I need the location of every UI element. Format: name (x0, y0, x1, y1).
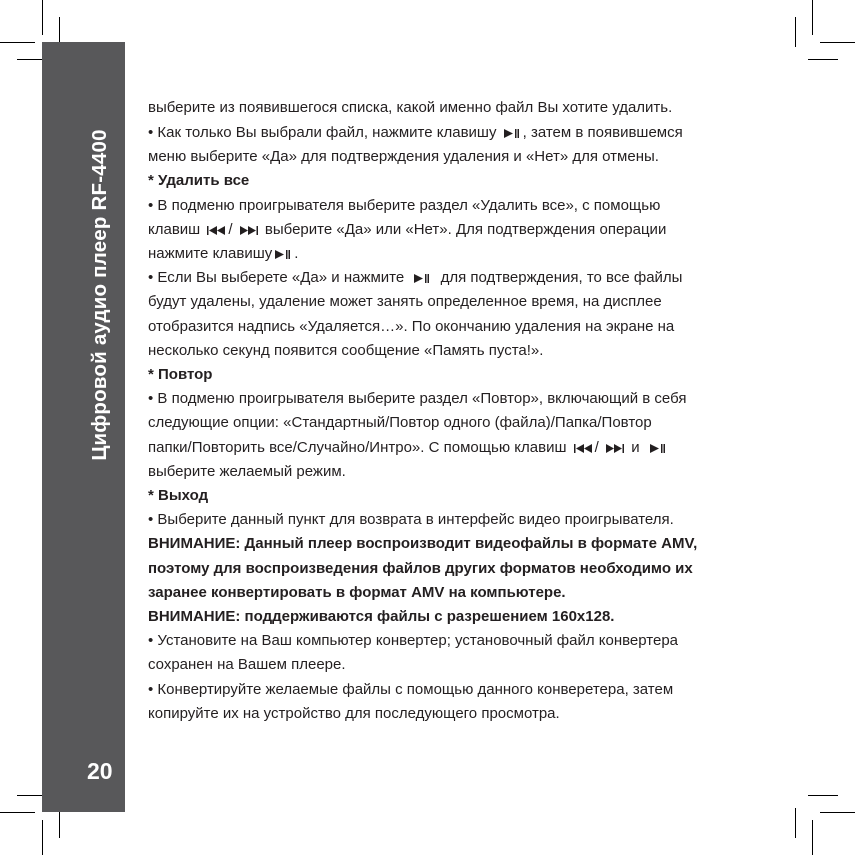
next-icon (240, 226, 258, 235)
warning-text: ВНИМАНИЕ: Данный плеер воспроизводит видеофайлы в формате AMV, (148, 535, 698, 552)
text-line (148, 439, 669, 457)
text-line: выберите желаемый режим. (148, 463, 346, 480)
crop-mark (59, 808, 60, 838)
text-line: несколько секунд появится сообщение «Память пуста!». (148, 342, 544, 359)
text-line: следующие опции: «Стандартный/Повтор одного (файла)/Папка/Повтор (148, 414, 652, 431)
text-line (148, 245, 298, 263)
crop-mark (812, 820, 813, 855)
text-segment: выберите «Да» или «Нет». Для подтверждения операции (264, 221, 667, 238)
crop-mark (820, 42, 855, 43)
play-pause-icon (650, 444, 666, 453)
crop-mark (42, 0, 43, 35)
text-segment: . (294, 245, 299, 262)
page-number: 20 (87, 758, 113, 784)
play-pause-icon (414, 274, 430, 283)
text-line: • В подменю проигрывателя выберите раздел «Удалить все», с помощью (148, 197, 661, 214)
text-segment: папки/Повторить все/Случайно/Интро». С помощью клавиш (148, 439, 567, 456)
warning-text: заранее конвертировать в формат AMV на компьютере. (148, 584, 566, 601)
section-heading: * Выход (148, 487, 209, 504)
manual-title: Цифровой аудио плеер RF-4400 (88, 129, 111, 461)
text-segment: / (594, 439, 599, 456)
text-line: сохранен на Вашем плеере. (148, 656, 346, 673)
crop-mark (0, 812, 35, 813)
warning-text: поэтому для воспроизведения файлов других форматов необходимо их (148, 560, 693, 577)
text-line (148, 269, 682, 287)
text-segment: • Как только Вы выбрали файл, нажмите клавишу (148, 124, 497, 141)
text-line (148, 221, 666, 239)
play-pause-icon (275, 250, 291, 259)
crop-mark (820, 812, 855, 813)
text-line: выберите из появившегося списка, какой именно файл Вы хотите удалить. (148, 99, 673, 116)
section-heading: * Повтор (148, 366, 213, 383)
text-segment: , затем в появившемся (522, 124, 683, 141)
text-line (148, 124, 683, 142)
section-heading: * Удалить все (148, 172, 250, 189)
warning-text: ВНИМАНИЕ: поддерживаются файлы с разрешением 160x128. (148, 608, 615, 625)
crop-mark (812, 0, 813, 35)
crop-mark (0, 42, 35, 43)
text-line: • Конвертируйте желаемые файлы с помощью данного конвеpетера, затем (148, 681, 674, 698)
text-segment: клавиш (148, 221, 201, 238)
previous-icon (207, 226, 225, 235)
text-segment: / (228, 221, 233, 238)
text-segment: и (631, 439, 640, 456)
text-segment: нажмите клавишу (148, 245, 273, 262)
play-pause-icon (504, 129, 520, 138)
text-segment: • Если Вы выберете «Да» и нажмите (148, 269, 405, 286)
previous-icon (574, 444, 592, 453)
text-line: • Установите на Ваш компьютер конвертер; установочный файл конвертера (148, 632, 679, 649)
crop-mark (808, 795, 838, 796)
text-line: • Выберите данный пункт для возврата в интерфейс видео проигрывателя. (148, 511, 674, 528)
text-line: копируйте их на устройство для последующего просмотра. (148, 705, 560, 722)
next-icon (606, 444, 624, 453)
crop-mark (42, 820, 43, 855)
text-line: • В подменю проигрывателя выберите раздел «Повтор», включающий в себя (148, 390, 687, 407)
crop-mark (808, 59, 838, 60)
text-line: меню выберите «Да» для подтверждения удаления и «Нет» для отмены. (148, 148, 659, 165)
text-line: будут удалены, удаление может занять определенное время, на дисплее (148, 293, 662, 310)
text-line: отобразится надпись «Удаляется…». По окончанию удаления на экране на (148, 318, 675, 335)
sidebar-band (42, 42, 125, 812)
crop-mark (795, 17, 796, 47)
text-segment: для подтверждения, то все файлы (440, 269, 683, 286)
crop-mark (795, 808, 796, 838)
